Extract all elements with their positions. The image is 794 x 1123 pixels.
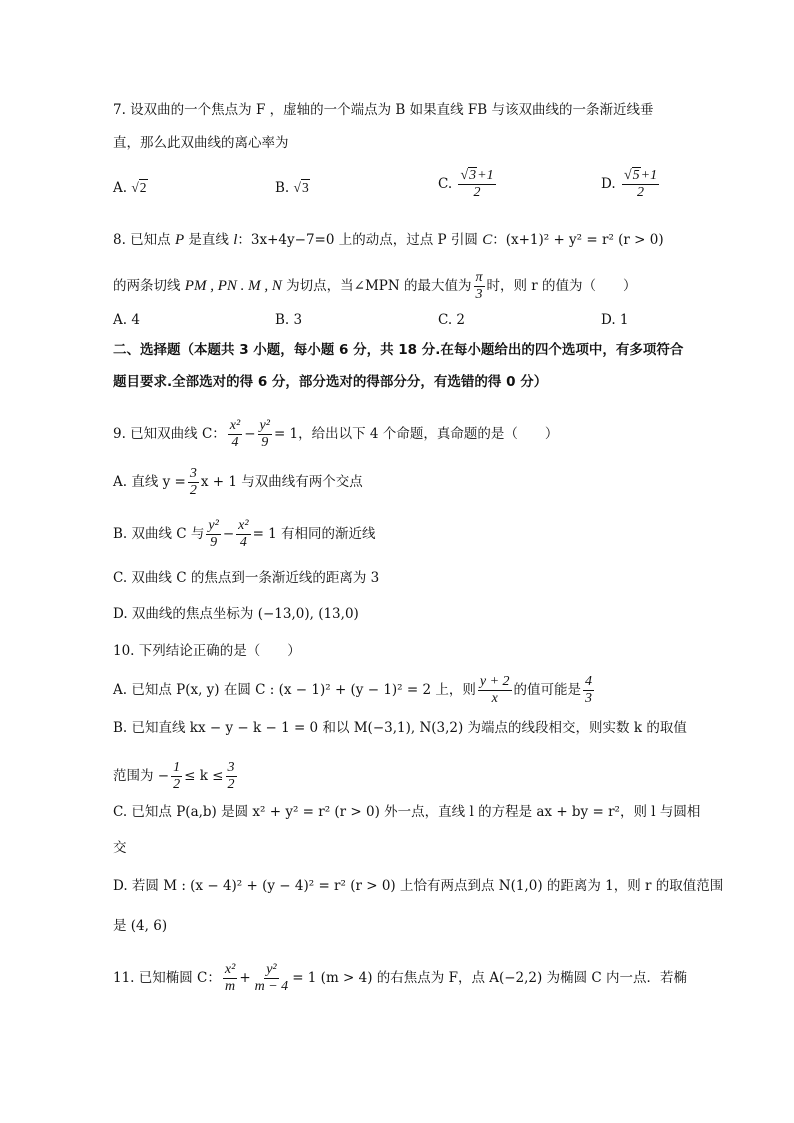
q8-option-c: C. 2 xyxy=(438,312,466,328)
math: P xyxy=(174,232,185,248)
q8-stem-line2 xyxy=(113,270,637,303)
radicand: 3 xyxy=(469,168,477,183)
numerator: x² xyxy=(224,962,236,977)
denominator: 3 xyxy=(585,691,593,706)
q7-option-b xyxy=(275,178,310,198)
q10-option-a xyxy=(113,674,596,707)
numerator: π xyxy=(475,270,483,285)
numerator: 4 xyxy=(585,674,593,689)
q7-option-c xyxy=(438,168,498,201)
text: ：3x+4y−7=0 上的动点，过点 P 引圆 xyxy=(237,232,483,248)
denominator: x xyxy=(491,691,498,706)
denominator: m xyxy=(225,979,236,994)
fraction xyxy=(258,418,272,451)
denominator: 2 xyxy=(227,777,235,792)
radicand: 2 xyxy=(139,180,147,195)
denominator: 9 xyxy=(210,535,218,550)
fraction xyxy=(226,760,237,793)
fraction: $\frac{√3+1}{2}$ xyxy=(460,168,494,200)
q10-option-c-line1: C. 已知点 P(a,b) 是圆 x² + y² = r² (r > 0) 外一点，直线 l 的方程是 ax + by = r²，则 l 与圆相 xyxy=(113,804,701,820)
q11-stem xyxy=(113,962,687,995)
numerator: x² xyxy=(238,518,249,533)
numerator: y + 2 xyxy=(479,674,510,689)
text: B. 双曲线 C 与 xyxy=(113,526,205,542)
text: − xyxy=(222,526,235,542)
text: + xyxy=(239,970,251,986)
text: 的两条切线 xyxy=(113,278,185,294)
math: C xyxy=(482,232,493,248)
text: 11. 已知椭圆 C： xyxy=(113,970,221,986)
text: A. 已知点 P(x, y) 在圆 C : (x − 1)² + (y − 1)² = 2 上，则 xyxy=(113,682,476,698)
q8-stem-line1 xyxy=(113,230,664,250)
fraction xyxy=(228,418,242,451)
q8-option-a: A. 4 xyxy=(113,312,140,328)
numerator-rest: +1 xyxy=(640,168,658,183)
sqrt: √3 xyxy=(293,180,309,195)
numerator: y² xyxy=(266,962,277,977)
numerator: 1 xyxy=(173,760,181,775)
fraction xyxy=(188,466,199,499)
text: 时，则 r 的值为（ ） xyxy=(486,278,637,294)
q10-option-c-line2: 交 xyxy=(113,840,127,856)
fraction xyxy=(253,962,291,995)
text: = 1 有相同的渐近线 xyxy=(252,526,376,542)
q8-option-d: D. 1 xyxy=(601,312,629,328)
text: ≤ k ≤ xyxy=(184,768,224,784)
numerator-rest: +1 xyxy=(477,168,494,183)
text: 是直线 xyxy=(184,232,234,248)
q10-option-b-line2 xyxy=(113,760,239,793)
denominator: 2 xyxy=(189,483,197,498)
numerator: 3 xyxy=(189,466,197,481)
q9-option-c: C. 双曲线 C 的焦点到一条渐近线的距离为 3 xyxy=(113,570,380,586)
fraction xyxy=(206,518,220,551)
text: = 1 (m > 4) 的右焦点为 F，点 A(−2,2) 为椭圆 C 内一点．若椭 xyxy=(292,970,687,986)
radicand: 5 xyxy=(632,168,640,183)
text: 的值可能是 xyxy=(513,682,582,698)
denominator: 4 xyxy=(231,435,239,450)
math: PM , PN . M , N xyxy=(184,278,282,294)
text: x + 1 与双曲线有两个交点 xyxy=(200,474,363,490)
text: ：(x+1)² + y² = r² (r > 0) xyxy=(492,232,664,248)
q10-option-d-line1: D. 若圆 M : (x − 4)² + (y − 4)² = r² (r > 0) 上恰有两点到点 N(1,0) 的距离为 1，则 r 的取值范围 xyxy=(113,878,724,894)
q10-option-b-line1: B. 已知直线 kx − y − k − 1 = 0 和以 M(−3,1), N(3,2) 为端点的线段相交，则实数 k 的取值 xyxy=(113,720,687,736)
math: l xyxy=(233,232,238,248)
numerator: 3 xyxy=(227,760,235,775)
sqrt: √2 xyxy=(131,180,147,195)
q8-option-b: B. 3 xyxy=(275,312,303,328)
fraction xyxy=(474,270,485,303)
q7-option-d xyxy=(601,168,661,201)
denominator: 2 xyxy=(173,777,181,792)
denominator: 2 xyxy=(473,185,481,200)
q7-stem-line1: 7. 设双曲的一个焦点为 F ，虚轴的一个端点为 B 如果直线 FB 与该双曲线的一条渐近线垂 xyxy=(113,102,654,118)
denominator: 3 xyxy=(475,287,483,302)
numerator: x² xyxy=(229,418,241,433)
numerator: y² xyxy=(259,418,270,433)
denominator: 2 xyxy=(637,185,644,200)
q10-stem: 10. 下列结论正确的是（ ） xyxy=(113,643,301,659)
fraction xyxy=(478,674,512,707)
q9-option-d: D. 双曲线的焦点坐标为 (−13,0), (13,0) xyxy=(113,606,359,622)
q7-stem-line2: 直，那么此双曲线的离心率为 xyxy=(113,135,289,151)
numerator: y² xyxy=(208,518,219,533)
q9-option-a xyxy=(113,466,363,499)
text: 9. 已知双曲线 C： xyxy=(113,426,226,442)
option-label: B. xyxy=(275,180,290,196)
text: 范围为 − xyxy=(113,768,170,784)
section-2-heading-line1: 二、选择题（本题共 3 小题，每小题 6 分，共 18 分.在每小题给出的四个选项中，有多项符合 xyxy=(113,342,684,358)
denominator: 9 xyxy=(261,435,269,450)
option-label: C. xyxy=(438,176,453,192)
text: 为切点，当∠MPN 的最大值为 xyxy=(281,278,472,294)
q9-stem xyxy=(113,418,558,451)
fraction xyxy=(583,674,594,707)
text: 8. 已知点 xyxy=(113,232,175,248)
text: A. 直线 y = xyxy=(113,474,186,490)
q10-option-d-line2: 是 (4, 6) xyxy=(113,918,168,934)
fraction xyxy=(223,962,237,995)
text: − xyxy=(244,426,256,442)
denominator: 4 xyxy=(239,535,247,550)
section-2-heading-line2: 题目要求.全部选对的得 6 分，部分选对的得部分分，有选错的得 0 分） xyxy=(113,374,548,390)
q7-option-a xyxy=(113,178,148,198)
text: = 1，给出以下 4 个命题，真命题的是（ ） xyxy=(273,426,559,442)
fraction xyxy=(236,518,250,551)
fraction: $\frac{√5+1}{2}$ xyxy=(623,168,658,200)
fraction xyxy=(171,760,182,793)
q9-option-b xyxy=(113,518,376,551)
radicand: 3 xyxy=(301,180,309,195)
option-label: A. xyxy=(113,180,128,196)
option-label: D. xyxy=(601,176,616,192)
denominator: m − 4 xyxy=(254,979,289,994)
